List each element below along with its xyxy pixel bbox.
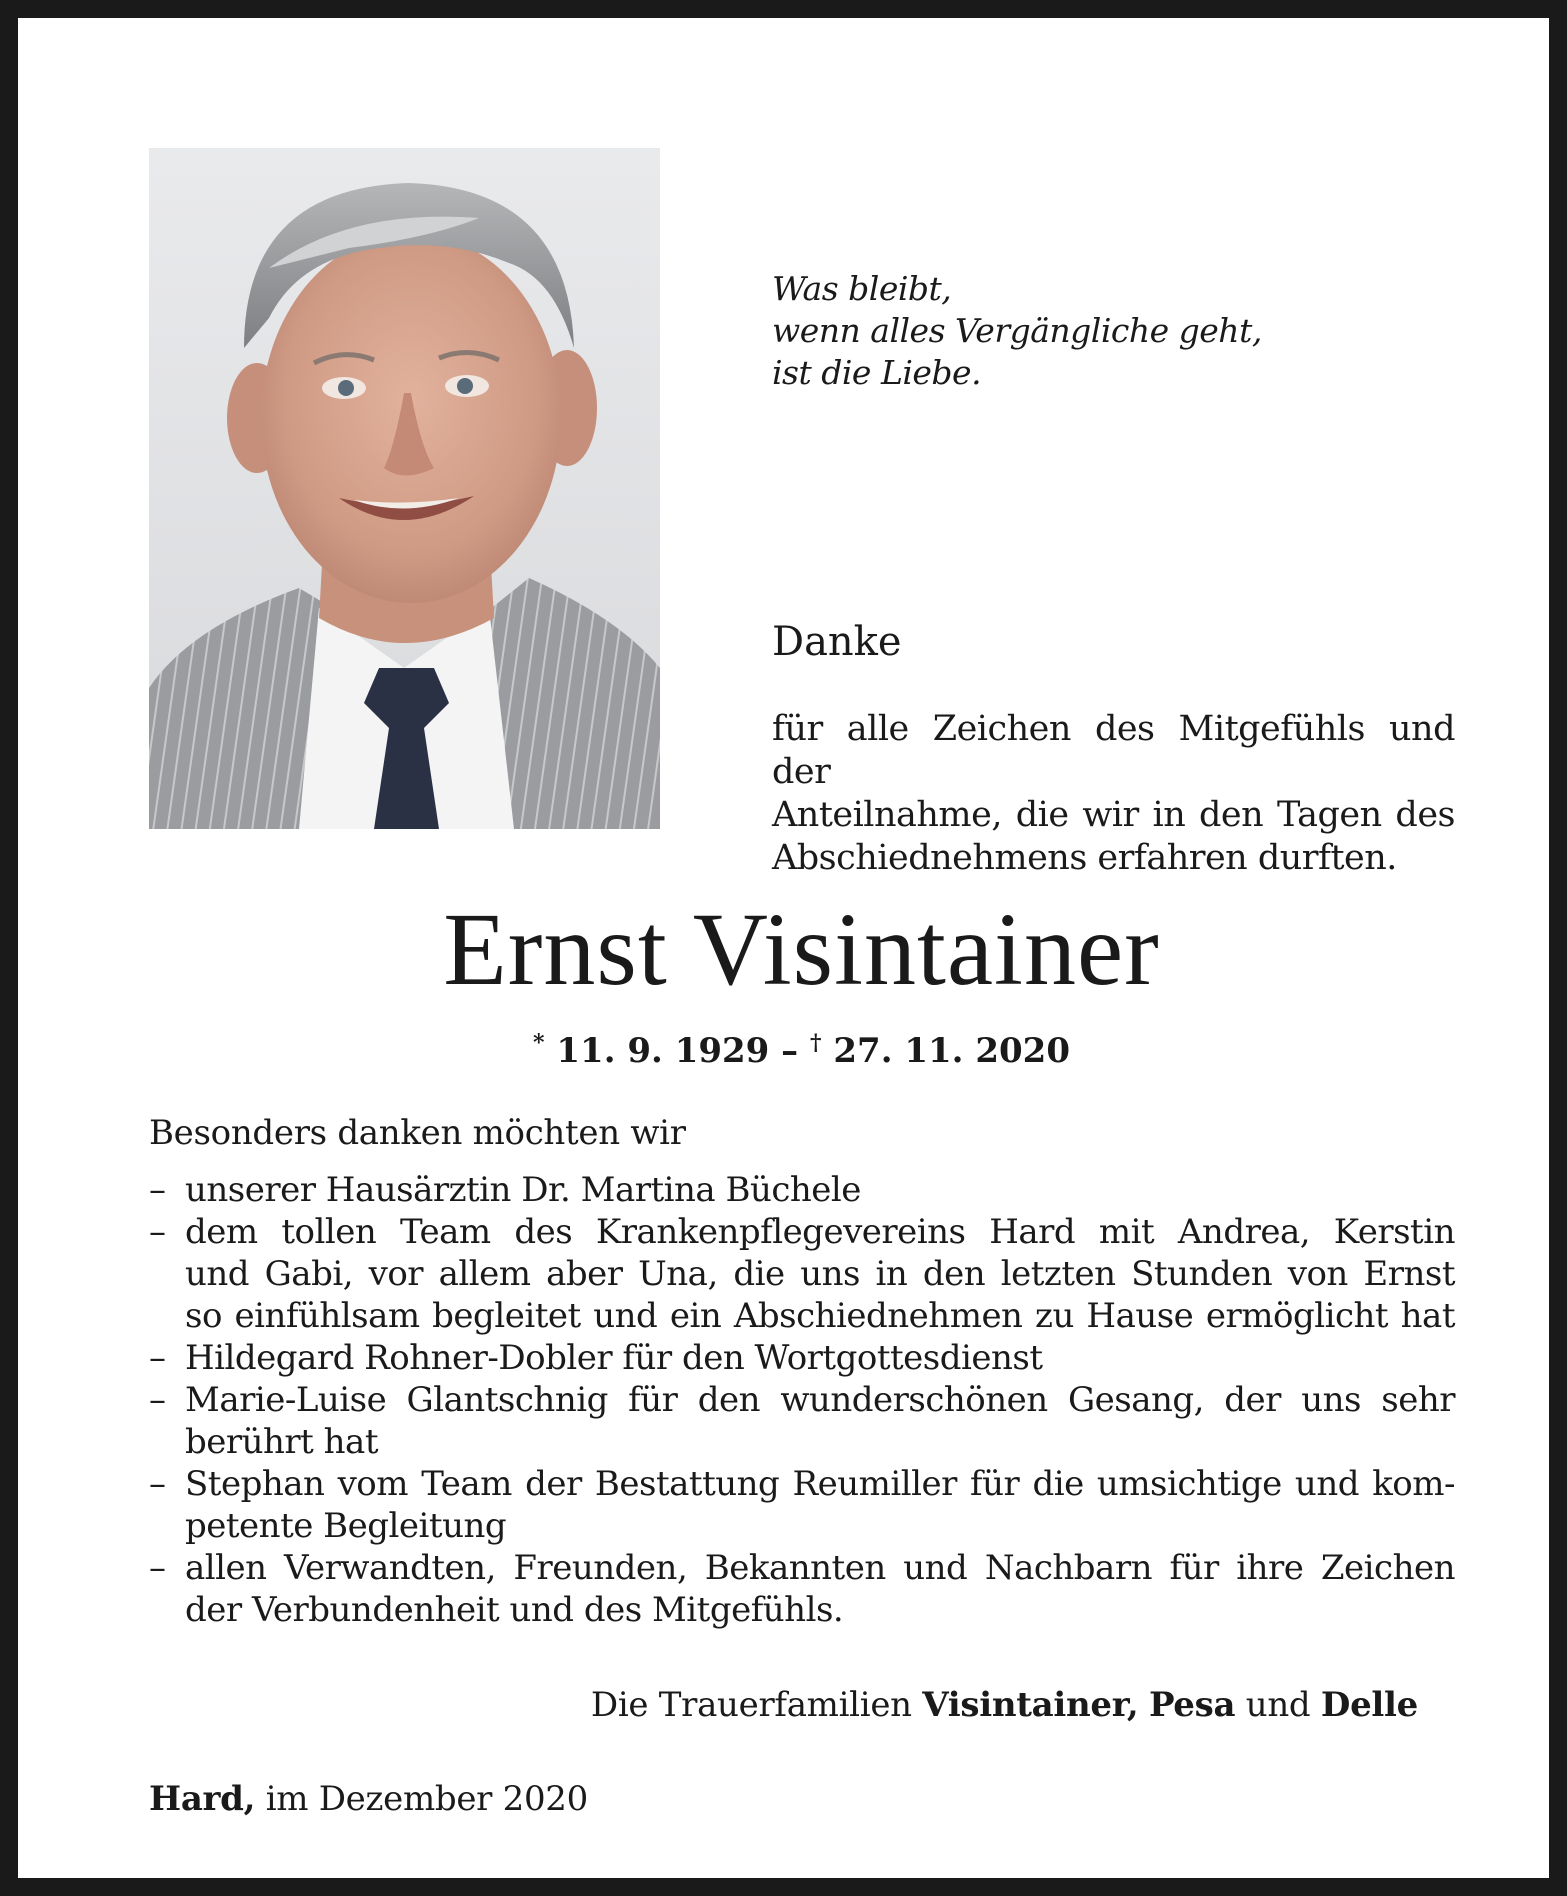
place: Hard, <box>149 1779 256 1819</box>
list-item-line: so einfühlsam begleitet und ein Abschiednehmen zu Hause ermöglicht hat <box>185 1296 1455 1336</box>
family-name: Pesa <box>1148 1685 1236 1725</box>
deceased-name: Ernst Visintainer <box>443 892 1160 1007</box>
portrait-illustration <box>149 148 660 829</box>
family-signature <box>591 1684 1418 1726</box>
signature-prefix: Die Trauerfamilien <box>590 1685 912 1725</box>
list-item <box>149 1211 1455 1337</box>
quote-line: wenn alles Vergängliche geht, <box>772 311 1262 350</box>
thanks-line: Anteilnahme, die wir in den Tagen des <box>772 795 1455 835</box>
list-item <box>149 1337 1455 1379</box>
list-dash: – <box>149 1548 166 1588</box>
list-dash: – <box>149 1464 166 1504</box>
date: im Dezember 2020 <box>265 1779 588 1819</box>
death-symbol: † <box>810 1030 822 1056</box>
birth-symbol: * <box>533 1030 545 1056</box>
list-dash: – <box>149 1212 166 1252</box>
list-item <box>149 1379 1455 1463</box>
portrait-photo <box>149 148 660 829</box>
signature-conjunction: und <box>1245 1685 1311 1725</box>
list-item-line: Stephan vom Team der Bestattung Reumiller für die umsichtige und kom- <box>185 1464 1455 1504</box>
date-separator: – <box>781 1031 799 1071</box>
list-item <box>149 1547 1455 1631</box>
thanks-title: Danke <box>772 619 902 665</box>
list-item-line: unserer Hausärztin Dr. Martina Büchele <box>185 1170 861 1210</box>
family-name: Visintainer, <box>922 1685 1139 1725</box>
list-item-line: dem tollen Team des Krankenpflegevereins Hard mit Andrea, Kerstin <box>185 1212 1455 1252</box>
life-dates <box>18 1021 1567 1073</box>
acknowledgements-intro: Besonders danken möchten wir <box>149 1113 686 1153</box>
quote-line: ist die Liebe. <box>772 353 982 392</box>
list-item-line: berührt hat <box>185 1422 378 1462</box>
thanks-line: für alle Zeichen des Mitgefühls und der <box>772 709 1455 792</box>
list-item <box>149 1463 1455 1547</box>
list-item <box>149 1169 1455 1211</box>
list-dash: – <box>149 1338 166 1378</box>
list-item-line: Marie-Luise Glantschnig für den wunderschönen Gesang, der uns sehr <box>185 1380 1455 1420</box>
death-date: 27. 11. 2020 <box>833 1031 1070 1071</box>
list-item-line: allen Verwandten, Freunden, Bekannten und Nachbarn für ihre Zeichen <box>185 1548 1455 1588</box>
quote-line: Was bleibt, <box>772 269 952 308</box>
list-dash: – <box>149 1170 166 1210</box>
list-dash: – <box>149 1380 166 1420</box>
place-date <box>149 1778 588 1820</box>
birth-date: 11. 9. 1929 <box>556 1031 770 1071</box>
list-item-line: petente Begleitung <box>185 1506 507 1546</box>
list-item-line: Hildegard Rohner-Dobler für den Wortgottesdienst <box>185 1338 1043 1378</box>
family-name: Delle <box>1320 1685 1418 1725</box>
thanks-line: Abschiednehmens erfahren durften. <box>772 838 1397 878</box>
acknowledgements-list <box>149 1169 1455 1631</box>
quote <box>772 268 1262 394</box>
list-item-line: der Verbundenheit und des Mitgefühls. <box>185 1590 844 1630</box>
thanks-text <box>772 708 1455 880</box>
list-item-line: und Gabi, vor allem aber Una, die uns in den letzten Stunden von Ernst <box>185 1254 1455 1294</box>
